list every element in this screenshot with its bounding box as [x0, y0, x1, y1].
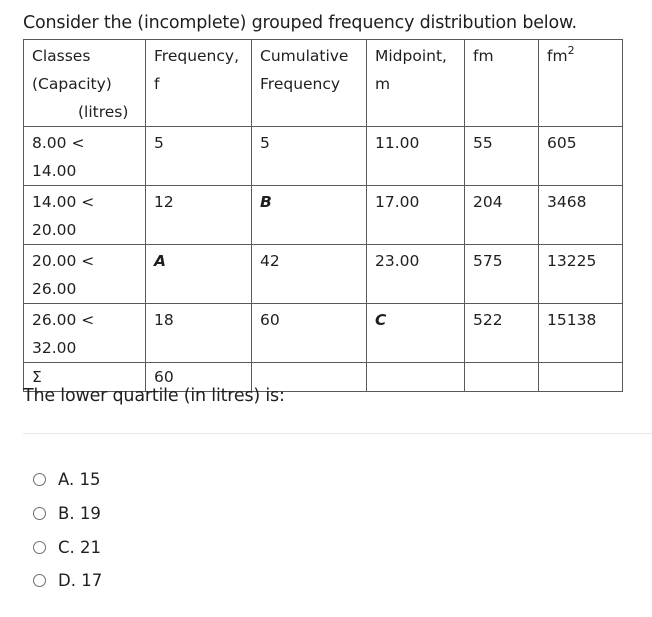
option-letter: B. [58, 504, 75, 524]
question-prompt: The lower quartile (in litres) is: [23, 386, 285, 406]
frequency-table [23, 39, 623, 392]
class-upper: 14.00 [32, 162, 77, 180]
class-lower: 26.00 < [32, 311, 95, 329]
option-letter: A. [58, 470, 75, 490]
header-midpoint-line2: m [375, 75, 391, 93]
table-row [24, 186, 623, 245]
radio-button-icon[interactable] [33, 473, 46, 486]
cell-midpoint: 17.00 [367, 186, 465, 245]
header-cumulative [252, 40, 367, 127]
table-row [24, 245, 623, 304]
header-fm-label: fm [473, 47, 494, 65]
option-c[interactable] [33, 530, 102, 564]
option-label [58, 538, 101, 557]
class-upper: 32.00 [32, 339, 77, 357]
cell-midpoint: 11.00 [367, 127, 465, 186]
option-value: 19 [79, 504, 101, 524]
table-header-row [24, 40, 623, 127]
cell-frequency-unknown-a: A [146, 245, 252, 304]
option-value: 17 [81, 571, 103, 591]
radio-button-icon[interactable] [33, 507, 46, 520]
option-label [58, 470, 101, 489]
option-letter: C. [58, 537, 75, 557]
class-lower: 14.00 < [32, 193, 95, 211]
option-label [58, 571, 102, 590]
header-fm2-base: fm [547, 47, 568, 65]
cell-fm: 55 [465, 127, 539, 186]
cell-frequency: 18 [146, 304, 252, 363]
cell-empty [465, 363, 539, 392]
header-frequency-line2: f [154, 75, 160, 93]
answer-options [33, 463, 102, 598]
header-classes [24, 40, 146, 127]
class-upper: 26.00 [32, 280, 77, 298]
option-a[interactable] [33, 463, 102, 497]
class-lower: 20.00 < [32, 252, 95, 270]
cell-frequency: 12 [146, 186, 252, 245]
table-row [24, 127, 623, 186]
option-letter: D. [58, 571, 76, 591]
table-row [24, 304, 623, 363]
cell-cumulative: 5 [252, 127, 367, 186]
option-value: 15 [79, 470, 101, 490]
cell-class [24, 186, 146, 245]
option-b[interactable] [33, 497, 102, 531]
header-classes-line1: Classes [32, 47, 91, 65]
header-frequency-line1: Frequency, [154, 47, 240, 65]
cell-fm: 204 [465, 186, 539, 245]
cell-fm: 522 [465, 304, 539, 363]
cell-fm2: 13225 [539, 245, 623, 304]
radio-button-icon[interactable] [33, 574, 46, 587]
cell-sum-symbol: Σ [24, 363, 146, 392]
cell-empty [539, 363, 623, 392]
header-classes-line3: (litres) [78, 103, 129, 121]
cell-class [24, 245, 146, 304]
divider [23, 433, 652, 434]
cell-fm2: 605 [539, 127, 623, 186]
cell-empty [367, 363, 465, 392]
header-cumulative-line1: Cumulative [260, 47, 349, 65]
header-midpoint-line1: Midpoint, [375, 47, 447, 65]
cell-midpoint-unknown-c: C [367, 304, 465, 363]
cell-cumulative-unknown-b: B [252, 186, 367, 245]
cell-sum-frequency: 60 [146, 363, 252, 392]
question-intro: Consider the (incomplete) grouped frequency distribution below. [23, 13, 577, 33]
class-upper: 20.00 [32, 221, 77, 239]
header-frequency [146, 40, 252, 127]
class-lower: 8.00 < [32, 134, 85, 152]
header-midpoint [367, 40, 465, 127]
header-fm [465, 40, 539, 127]
cell-fm2: 15138 [539, 304, 623, 363]
cell-midpoint: 23.00 [367, 245, 465, 304]
header-fm2-exponent: 2 [567, 44, 575, 57]
cell-cumulative: 60 [252, 304, 367, 363]
header-classes-line2: (Capacity) [32, 75, 112, 93]
radio-button-icon[interactable] [33, 541, 46, 554]
cell-frequency: 5 [146, 127, 252, 186]
header-cumulative-line2: Frequency [260, 75, 341, 93]
cell-cumulative: 42 [252, 245, 367, 304]
option-label [58, 504, 101, 523]
cell-fm: 575 [465, 245, 539, 304]
option-d[interactable] [33, 564, 102, 598]
cell-class [24, 304, 146, 363]
cell-class [24, 127, 146, 186]
header-fm2 [539, 40, 623, 127]
option-value: 21 [80, 537, 102, 557]
cell-fm2: 3468 [539, 186, 623, 245]
